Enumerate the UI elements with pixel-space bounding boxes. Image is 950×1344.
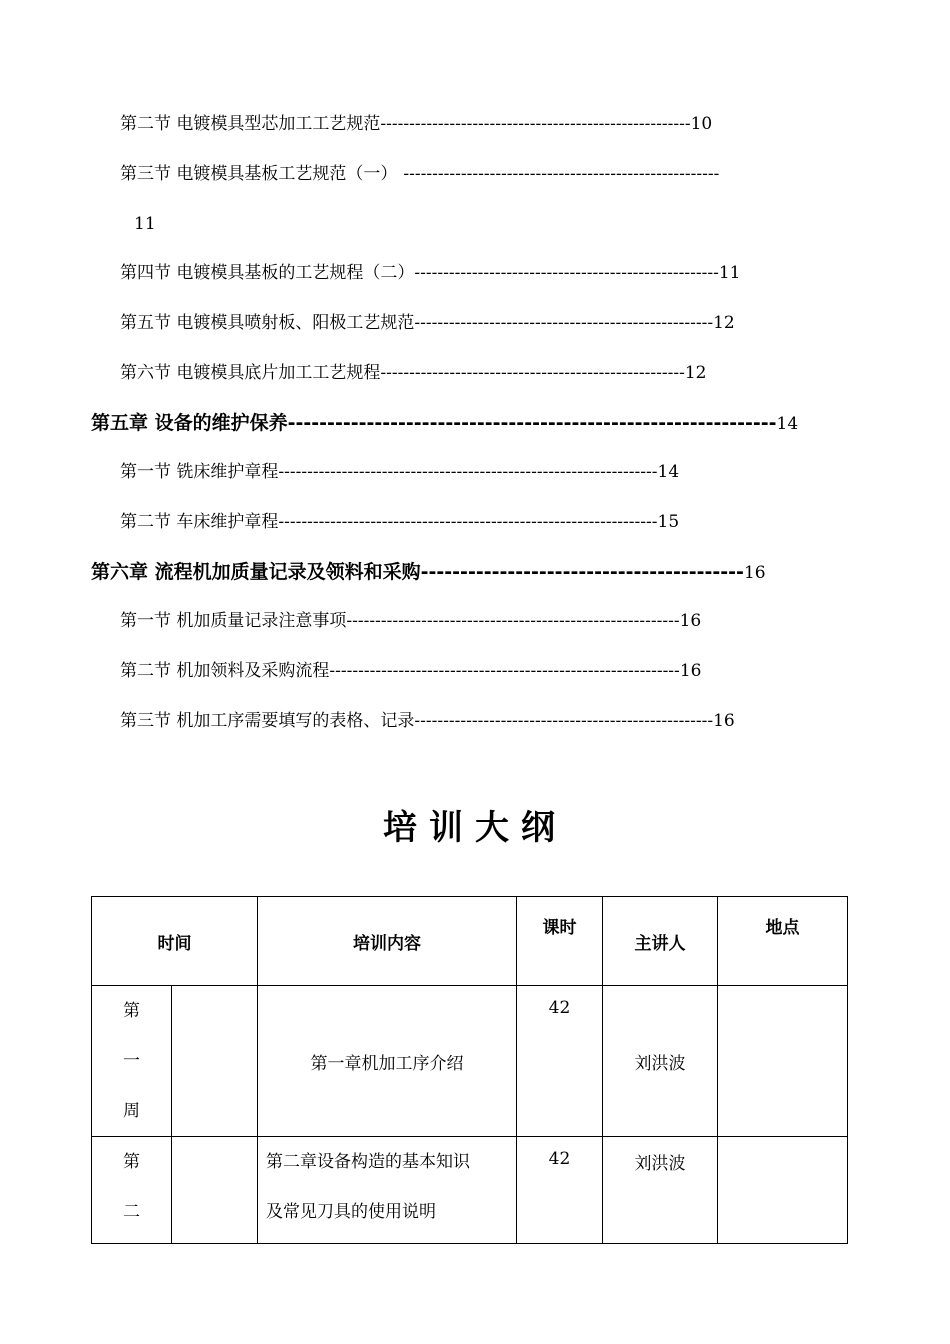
empty-cell — [172, 1137, 258, 1244]
week-cell: 第 二 — [92, 1137, 172, 1244]
toc-entry-text: 第一节 铣床维护章程 — [120, 462, 279, 482]
toc-entry[interactable] — [120, 262, 741, 284]
header-location: 地点 — [718, 897, 848, 986]
toc-entry-text: 第五节 电镀模具喷射板、阳极工艺规范 — [120, 313, 415, 333]
toc-entry[interactable] — [120, 511, 679, 533]
table-row — [92, 1137, 848, 1244]
toc-entry[interactable] — [120, 163, 719, 185]
location-cell — [718, 986, 848, 1137]
table-row — [92, 986, 848, 1137]
toc-entry[interactable] — [120, 610, 701, 632]
content-cell: 第一章机加工序介绍 — [258, 986, 517, 1137]
toc-page-number: 16 — [743, 563, 766, 583]
toc-page-number: 11 — [718, 263, 741, 283]
location-cell — [718, 1137, 848, 1244]
toc-page-number: 16 — [679, 661, 702, 681]
toc-page-number: 16 — [713, 711, 735, 731]
header-time: 时间 — [92, 897, 258, 986]
toc-chapter[interactable] — [91, 412, 798, 435]
toc-leader: ------------------------------------------------------------- — [329, 661, 680, 681]
header-hours: 课时 — [517, 897, 603, 986]
content-cell: 第二章设备构造的基本知识 及常见刀具的使用说明 — [258, 1137, 517, 1244]
toc-entry-text: 第三节 机加工序需要填写的表格、记录 — [120, 711, 415, 731]
toc-entry-text: 第三节 电镀模具基板工艺规范（一） — [120, 164, 398, 184]
toc-leader: ----------------------------------------------------- — [380, 363, 685, 383]
toc-entry[interactable] — [120, 710, 735, 732]
speaker-cell: 刘洪波 — [603, 1137, 718, 1244]
toc-entry[interactable] — [120, 113, 712, 135]
toc-page-number: 14 — [776, 414, 799, 434]
toc-page-number: 12 — [684, 363, 707, 383]
toc-page-number: 16 — [679, 611, 702, 631]
toc-leader: ----------------------------------------------------- — [414, 263, 719, 283]
toc-entry[interactable] — [120, 362, 707, 384]
toc-entry-text: 第二节 机加领料及采购流程 — [120, 661, 330, 681]
toc-entry[interactable] — [120, 312, 735, 334]
toc-entry-text: 第二节 电镀模具型芯加工工艺规范 — [120, 114, 381, 134]
empty-cell — [172, 986, 258, 1137]
page-title: 培训大纲 — [383, 808, 567, 848]
toc-entry-text: 第六节 电镀模具底片加工工艺规程 — [120, 363, 381, 383]
toc-page-number: 14 — [657, 462, 680, 482]
toc-page-number: 10 — [690, 114, 713, 134]
hours-cell: 42 — [517, 1137, 603, 1244]
toc-leader: ------------------------------------------------------ — [380, 114, 691, 134]
header-speaker: 主讲人 — [603, 897, 718, 986]
toc-leader: ---------------------------------------------------- — [414, 711, 714, 731]
toc-chapter-text: 第六章 流程机加质量记录及领料和采购 — [91, 561, 421, 583]
toc-page-number: 11 — [134, 214, 156, 234]
header-content: 培训内容 — [258, 897, 517, 986]
toc-entry-text: 第一节 机加质量记录注意事项 — [120, 611, 347, 631]
toc-leader: ------------------------------------------------------------------ — [278, 462, 658, 482]
training-plan-table — [91, 896, 848, 1244]
hours-cell: 42 — [517, 986, 603, 1137]
toc-leader: -------------------------------------------------------------- — [287, 412, 777, 434]
toc-leader: ------------------------------------------------------------------ — [278, 512, 658, 532]
toc-entry-text: 第四节 电镀模具基板的工艺规程（二） — [120, 263, 415, 283]
toc-chapter[interactable] — [91, 561, 766, 584]
toc-leader: ---------------------------------------------------------- — [346, 611, 680, 631]
toc-leader: ---------------------------------------------------- — [414, 313, 714, 333]
toc-leader: ------------------------------------------------------- — [403, 164, 720, 184]
toc-leader: ----------------------------------------- — [420, 561, 744, 583]
toc-page-number: 15 — [657, 512, 680, 532]
toc-chapter-text: 第五章 设备的维护保养 — [91, 412, 288, 434]
table-header-row — [92, 897, 848, 986]
toc-entry[interactable] — [120, 660, 701, 682]
toc-entry-text: 第二节 车床维护章程 — [120, 512, 279, 532]
speaker-cell: 刘洪波 — [603, 986, 718, 1137]
toc-page-number: 12 — [713, 313, 735, 333]
week-cell: 第 一 周 — [92, 986, 172, 1137]
toc-entry[interactable] — [120, 461, 679, 483]
